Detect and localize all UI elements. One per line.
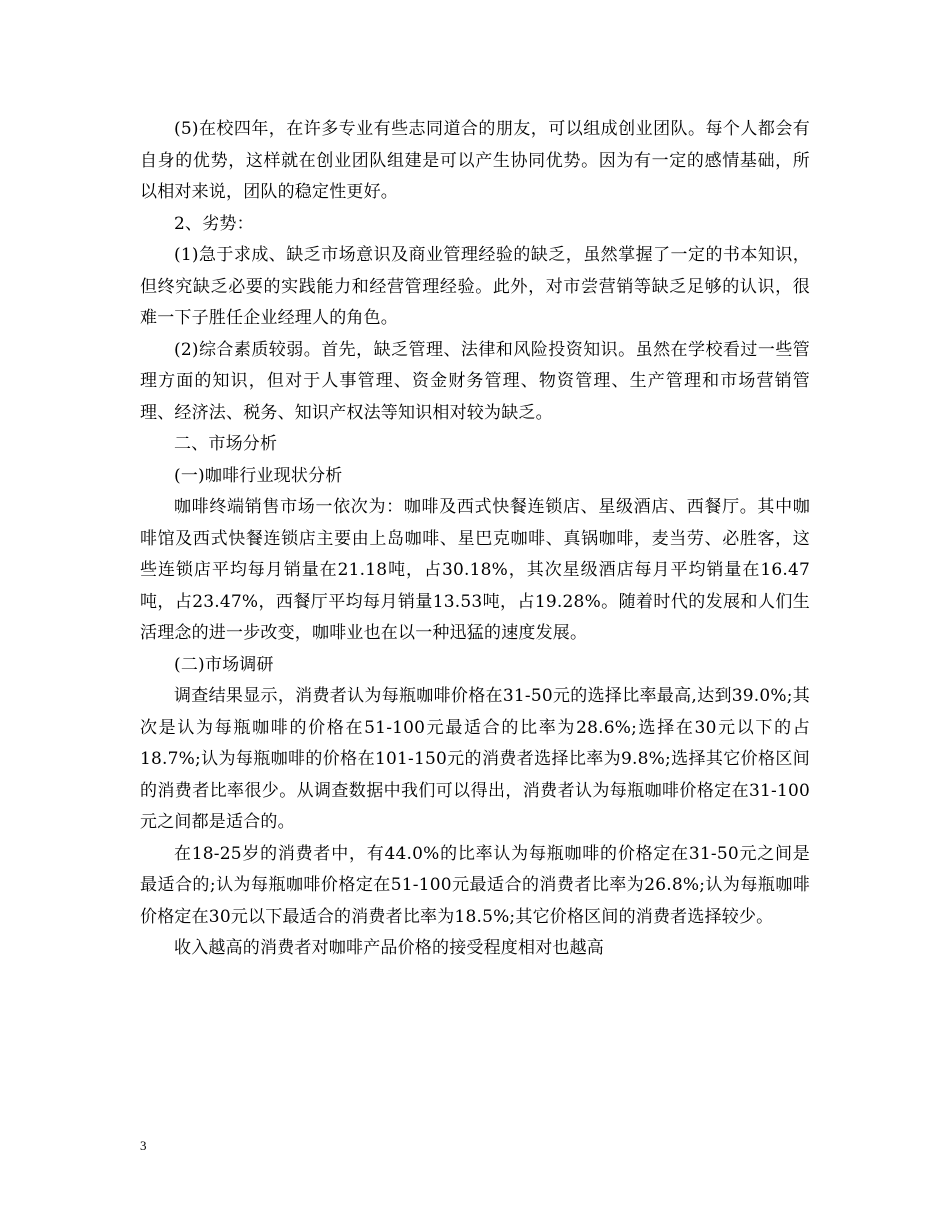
subheading-market-research: (二)市场调研 bbox=[174, 654, 274, 675]
subheading-industry-status: (一)咖啡行业现状分析 bbox=[174, 465, 343, 486]
paragraph-income: 收入越高的消费者对咖啡产品价格的接受程度相对也越高 bbox=[174, 938, 604, 958]
page-number: 3 bbox=[140, 1138, 147, 1153]
heading-weaknesses: 2、劣势： bbox=[174, 213, 254, 234]
paragraph-age-18-25: 在18-25岁的消费者中，有44.0%的比率认为每瓶咖啡的价格定在31-50元之间是最适合的;认为每瓶咖啡价格定在51-100元最适合的消费者比率为26.8%;认为每瓶咖啡价格定在30元以下最适合的消费者比率为18.5%;其它价格区间的消费者选择较少。 bbox=[140, 843, 810, 927]
paragraph-survey-results: 调查结果显示，消费者认为每瓶咖啡价格在31-50元的选择比率最高,达到39.0%;其次是认为每瓶咖啡的价格在51-100元最适合的比率为28.6%;选择在30元以下的占18.7%;认为每瓶咖啡的价格在101-150元的消费者选择比率为9.8%;选择其它价格区间的消费者比率很少。从调查数据中我们可以得出，消费者认为每瓶咖啡价格定在31-100元之间都是适合的。 bbox=[140, 686, 810, 832]
body-text bbox=[140, 114, 810, 965]
paragraph-weakness-1: (1)急于求成、缺乏市场意识及商业管理经验的缺乏，虽然掌握了一定的书本知识，但终究缺乏必要的实践能力和经营管理经验。此外，对市尝营销等缺乏足够的认识，很难一下子胜任企业经理人的角色。 bbox=[140, 245, 810, 328]
paragraph-strength-5: (5)在校四年，在许多专业有些志同道合的朋友，可以组成创业团队。每个人都会有自身的优势，这样就在创业团队组建是可以产生协同优势。因为有一定的感情基础，所以相对来说，团队的稳定性更好。 bbox=[140, 119, 810, 202]
paragraph-industry-status: 咖啡终端销售市场一依次为：咖啡及西式快餐连锁店、星级酒店、西餐厅。其中咖啡馆及西式快餐连锁店主要由上岛咖啡、星巴克咖啡、真锅咖啡，麦当劳、必胜客，这些连锁店平均每月销量在21.18吨，占30.18%，其次星级酒店每月平均销量在16.47吨，占23.47%，西餐厅平均每月销量13.53吨，占19.28%。随着时代的发展和人们生活理念的进一步改变，咖啡业也在以一种迅猛的速度发展。 bbox=[140, 497, 810, 643]
paragraph-weakness-2: (2)综合素质较弱。首先，缺乏管理、法律和风险投资知识。虽然在学校看过一些管理方面的知识，但对于人事管理、资金财务管理、物资管理、生产管理和市场营销管理、经济法、税务、知识产权法等知识相对较为缺乏。 bbox=[140, 339, 810, 423]
heading-market-analysis: 二、市场分析 bbox=[174, 434, 278, 454]
